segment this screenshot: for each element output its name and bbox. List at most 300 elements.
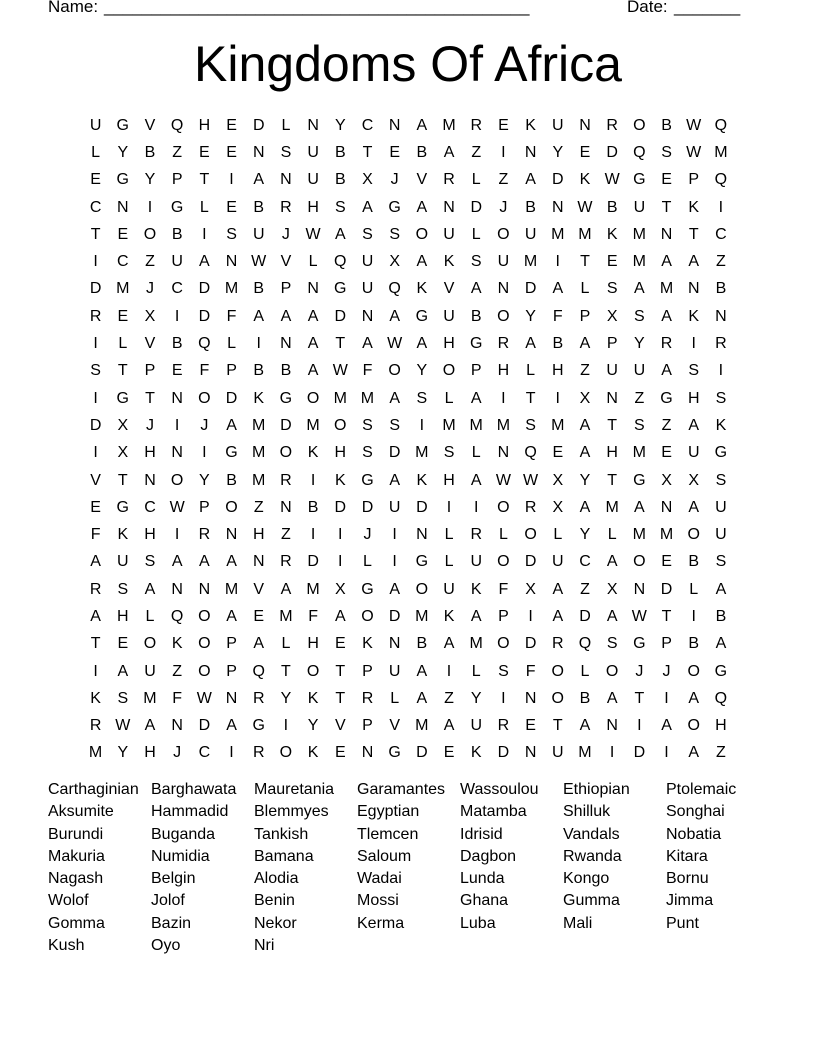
grid-letter[interactable]: D [361, 498, 374, 516]
grid-letter[interactable]: A [688, 416, 700, 434]
grid-letter[interactable]: X [117, 444, 129, 462]
grid-letter[interactable]: C [144, 498, 156, 516]
grid-letter[interactable]: B [253, 198, 265, 216]
grid-letter[interactable]: D [416, 744, 428, 762]
grid-letter[interactable]: R [361, 689, 374, 707]
grid-letter[interactable]: E [171, 362, 183, 380]
grid-letter[interactable]: Z [471, 143, 482, 161]
grid-letter[interactable]: T [281, 662, 291, 680]
grid-letter[interactable]: Z [172, 662, 183, 680]
grid-letter[interactable]: I [174, 307, 180, 325]
grid-letter[interactable]: H [443, 335, 455, 353]
grid-letter[interactable]: W [115, 717, 131, 735]
grid-letter[interactable]: D [198, 280, 211, 298]
grid-letter[interactable]: A [226, 553, 237, 571]
grid-letter[interactable]: G [170, 198, 184, 216]
grid-letter[interactable]: Z [580, 362, 590, 380]
grid-letter[interactable]: B [525, 198, 536, 216]
grid-letter[interactable]: B [307, 498, 319, 516]
grid-letter[interactable]: T [335, 662, 346, 680]
grid-letter[interactable]: E [226, 116, 237, 134]
grid-letter[interactable]: U [552, 744, 564, 762]
grid-letter[interactable]: S [443, 444, 455, 462]
grid-letter[interactable]: O [361, 607, 374, 625]
grid-letter[interactable]: Y [117, 143, 129, 161]
grid-letter[interactable]: E [117, 635, 129, 653]
grid-letter[interactable]: L [689, 580, 699, 598]
grid-letter[interactable]: H [117, 607, 129, 625]
grid-letter[interactable]: A [416, 662, 428, 680]
grid-letter[interactable]: Q [633, 143, 646, 161]
grid-letter[interactable]: G [388, 198, 401, 216]
grid-letter[interactable]: Q [252, 662, 265, 680]
grid-letter[interactable]: S [634, 307, 645, 325]
grid-letter[interactable]: U [687, 444, 700, 462]
grid-letter[interactable]: B [144, 143, 156, 161]
grid-letter[interactable]: N [280, 171, 292, 189]
grid-letter[interactable]: D [633, 744, 646, 762]
grid-letter[interactable]: O [415, 580, 429, 598]
grid-letter[interactable]: A [579, 416, 591, 434]
grid-letter[interactable]: L [390, 689, 400, 707]
grid-letter[interactable]: B [470, 307, 482, 325]
grid-letter[interactable]: T [580, 253, 590, 271]
grid-letter[interactable]: A [90, 607, 101, 625]
grid-letter[interactable]: A [470, 389, 482, 407]
grid-letter[interactable]: A [443, 717, 455, 735]
grid-letter[interactable]: N [660, 498, 673, 516]
grid-letter[interactable]: O [497, 498, 510, 516]
grid-letter[interactable]: G [361, 471, 374, 489]
grid-letter[interactable]: F [172, 689, 183, 707]
grid-letter[interactable]: P [144, 362, 156, 380]
grid-letter[interactable]: A [715, 635, 727, 653]
grid-letter[interactable]: I [202, 225, 207, 243]
grid-letter[interactable]: A [171, 553, 183, 571]
grid-letter[interactable]: I [93, 335, 98, 353]
grid-letter[interactable]: N [416, 526, 428, 544]
grid-letter[interactable]: P [688, 171, 700, 189]
grid-letter[interactable]: N [388, 635, 401, 653]
grid-letter[interactable]: W [332, 362, 348, 380]
grid-letter[interactable]: O [497, 635, 510, 653]
grid-letter[interactable]: W [604, 171, 620, 189]
grid-letter[interactable]: A [416, 689, 428, 707]
grid-letter[interactable]: I [555, 253, 560, 271]
grid-letter[interactable]: T [199, 171, 210, 189]
grid-letter[interactable]: H [144, 744, 156, 762]
grid-letter[interactable]: D [334, 498, 347, 516]
grid-letter[interactable]: X [579, 389, 591, 407]
grid-letter[interactable]: M [659, 526, 674, 544]
grid-letter[interactable]: N [225, 526, 238, 544]
grid-letter[interactable]: L [607, 526, 617, 544]
grid-letter[interactable]: A [307, 335, 319, 353]
grid-letter[interactable]: C [715, 225, 727, 243]
grid-letter[interactable]: L [444, 389, 454, 407]
grid-letter[interactable]: N [280, 498, 292, 516]
grid-letter[interactable]: X [661, 471, 672, 489]
grid-letter[interactable]: A [307, 307, 319, 325]
grid-letter[interactable]: Y [334, 116, 346, 134]
grid-letter[interactable]: G [660, 389, 673, 407]
grid-letter[interactable]: K [470, 744, 482, 762]
grid-letter[interactable]: G [334, 280, 347, 298]
grid-letter[interactable]: T [362, 143, 373, 161]
grid-letter[interactable]: J [200, 416, 209, 434]
grid-letter[interactable]: P [226, 635, 237, 653]
grid-letter[interactable]: M [415, 717, 429, 735]
grid-letter[interactable]: G [252, 717, 265, 735]
grid-letter[interactable]: A [199, 553, 210, 571]
grid-letter[interactable]: S [144, 553, 156, 571]
grid-letter[interactable]: J [390, 171, 399, 189]
grid-letter[interactable]: O [442, 362, 456, 380]
grid-letter[interactable]: O [306, 662, 320, 680]
grid-letter[interactable]: O [687, 717, 700, 735]
grid-letter[interactable]: S [389, 416, 400, 434]
grid-letter[interactable]: J [173, 744, 182, 762]
grid-letter[interactable]: U [361, 253, 374, 271]
grid-letter[interactable]: A [334, 607, 346, 625]
grid-letter[interactable]: M [442, 116, 456, 134]
grid-letter[interactable]: L [145, 607, 155, 625]
grid-letter[interactable]: B [416, 143, 428, 161]
grid-letter[interactable]: F [525, 662, 536, 680]
grid-letter[interactable]: C [117, 253, 129, 271]
grid-letter[interactable]: G [279, 389, 293, 407]
grid-letter[interactable]: Y [634, 335, 645, 353]
grid-letter[interactable]: S [715, 471, 727, 489]
grid-letter[interactable]: I [609, 744, 615, 762]
grid-letter[interactable]: R [89, 580, 102, 598]
grid-letter[interactable]: G [415, 307, 429, 325]
grid-letter[interactable]: R [252, 689, 265, 707]
grid-letter[interactable]: I [93, 662, 98, 680]
grid-letter[interactable]: D [524, 280, 537, 298]
grid-letter[interactable]: H [307, 635, 319, 653]
grid-letter[interactable]: I [718, 362, 724, 380]
grid-letter[interactable]: K [171, 635, 183, 653]
grid-letter[interactable]: I [310, 471, 316, 489]
grid-letter[interactable]: G [116, 389, 129, 407]
grid-letter[interactable]: X [606, 580, 618, 598]
grid-letter[interactable]: P [579, 307, 591, 325]
grid-letter[interactable]: I [229, 171, 234, 189]
grid-letter[interactable]: I [446, 662, 452, 680]
grid-letter[interactable]: T [634, 689, 645, 707]
grid-letter[interactable]: I [501, 143, 506, 161]
grid-letter[interactable]: M [415, 607, 429, 625]
grid-letter[interactable]: A [552, 580, 564, 598]
grid-letter[interactable]: H [198, 116, 211, 134]
grid-letter[interactable]: N [687, 280, 700, 298]
grid-letter[interactable]: R [89, 307, 102, 325]
grid-letter[interactable]: K [688, 307, 700, 325]
grid-letter[interactable]: D [89, 416, 102, 434]
grid-letter[interactable]: O [306, 389, 320, 407]
grid-letter[interactable]: N [388, 116, 401, 134]
grid-letter[interactable]: N [225, 689, 238, 707]
grid-letter[interactable]: E [606, 253, 618, 271]
grid-letter[interactable]: A [280, 580, 292, 598]
grid-letter[interactable]: L [471, 225, 481, 243]
grid-letter[interactable]: C [579, 553, 591, 571]
grid-letter[interactable]: L [471, 171, 481, 189]
grid-letter[interactable]: G [714, 444, 728, 462]
grid-letter[interactable]: E [117, 307, 129, 325]
grid-letter[interactable]: A [362, 335, 373, 353]
grid-letter[interactable]: I [174, 526, 180, 544]
grid-letter[interactable]: B [715, 280, 727, 298]
grid-letter[interactable]: M [605, 498, 619, 516]
grid-letter[interactable]: T [90, 635, 101, 653]
grid-letter[interactable]: P [199, 498, 210, 516]
grid-letter[interactable]: A [634, 280, 645, 298]
grid-letter[interactable]: Q [198, 335, 211, 353]
grid-letter[interactable]: G [388, 744, 401, 762]
grid-letter[interactable]: L [363, 553, 372, 571]
grid-letter[interactable]: P [171, 171, 183, 189]
grid-letter[interactable]: U [715, 526, 727, 544]
grid-letter[interactable]: B [226, 471, 237, 489]
grid-letter[interactable]: X [606, 307, 618, 325]
grid-letter[interactable]: I [310, 526, 316, 544]
grid-letter[interactable]: I [473, 498, 479, 516]
grid-letter[interactable]: E [334, 744, 346, 762]
grid-letter[interactable]: K [416, 471, 428, 489]
grid-letter[interactable]: N [361, 744, 374, 762]
grid-letter[interactable]: I [528, 607, 533, 625]
grid-letter[interactable]: Y [117, 744, 129, 762]
grid-letter[interactable]: M [632, 526, 646, 544]
grid-letter[interactable]: A [226, 416, 237, 434]
grid-letter[interactable]: X [334, 580, 346, 598]
grid-letter[interactable]: U [388, 498, 401, 516]
grid-letter[interactable]: R [89, 717, 102, 735]
grid-letter[interactable]: I [338, 526, 343, 544]
grid-letter[interactable]: K [688, 198, 700, 216]
grid-letter[interactable]: N [497, 280, 510, 298]
grid-letter[interactable]: U [117, 553, 129, 571]
grid-letter[interactable]: M [659, 280, 674, 298]
grid-letter[interactable]: I [718, 198, 724, 216]
grid-letter[interactable]: X [144, 307, 156, 325]
grid-letter[interactable]: U [524, 225, 537, 243]
grid-letter[interactable]: I [446, 498, 452, 516]
grid-letter[interactable]: U [388, 662, 401, 680]
grid-letter[interactable]: O [279, 744, 293, 762]
grid-letter[interactable]: L [91, 143, 101, 161]
grid-letter[interactable]: S [715, 389, 727, 407]
grid-letter[interactable]: A [226, 717, 237, 735]
grid-letter[interactable]: N [307, 116, 319, 134]
grid-letter[interactable]: O [170, 471, 184, 489]
grid-letter[interactable]: I [229, 744, 234, 762]
grid-letter[interactable]: D [280, 416, 292, 434]
grid-letter[interactable]: A [579, 444, 591, 462]
date-field[interactable]: _______ [674, 0, 741, 16]
grid-letter[interactable]: V [416, 171, 428, 189]
grid-letter[interactable]: L [118, 335, 128, 353]
grid-letter[interactable]: Z [172, 143, 183, 161]
grid-letter[interactable]: N [361, 307, 374, 325]
grid-letter[interactable]: U [552, 116, 564, 134]
grid-letter[interactable]: L [227, 335, 236, 353]
grid-letter[interactable]: U [307, 171, 319, 189]
grid-letter[interactable]: R [497, 717, 510, 735]
grid-letter[interactable]: B [606, 198, 618, 216]
grid-letter[interactable]: O [198, 635, 211, 653]
grid-letter[interactable]: N [171, 389, 183, 407]
grid-letter[interactable]: Y [280, 689, 292, 707]
grid-letter[interactable]: K [443, 253, 455, 271]
grid-letter[interactable]: A [253, 171, 265, 189]
grid-letter[interactable]: B [579, 689, 591, 707]
grid-letter[interactable]: A [253, 307, 265, 325]
grid-letter[interactable]: V [443, 280, 455, 298]
grid-letter[interactable]: N [552, 198, 564, 216]
grid-letter[interactable]: E [661, 444, 672, 462]
grid-letter[interactable]: J [281, 225, 290, 243]
grid-letter[interactable]: A [443, 143, 455, 161]
grid-letter[interactable]: W [686, 116, 702, 134]
grid-letter[interactable]: N [171, 444, 183, 462]
grid-letter[interactable]: Z [634, 389, 645, 407]
grid-letter[interactable]: E [661, 171, 672, 189]
grid-letter[interactable]: D [307, 553, 319, 571]
grid-letter[interactable]: V [144, 116, 156, 134]
grid-letter[interactable]: N [606, 717, 618, 735]
grid-letter[interactable]: R [280, 553, 292, 571]
grid-letter[interactable]: U [497, 253, 510, 271]
grid-letter[interactable]: I [338, 553, 343, 571]
grid-letter[interactable]: A [307, 362, 319, 380]
grid-letter[interactable]: M [523, 253, 538, 271]
grid-letter[interactable]: M [333, 389, 347, 407]
grid-letter[interactable]: M [252, 471, 266, 489]
grid-letter[interactable]: N [606, 389, 618, 407]
grid-letter[interactable]: M [551, 225, 565, 243]
grid-letter[interactable]: N [579, 116, 591, 134]
grid-letter[interactable]: A [470, 280, 482, 298]
grid-letter[interactable]: E [525, 717, 536, 735]
grid-letter[interactable]: Y [579, 471, 591, 489]
grid-letter[interactable]: L [498, 526, 508, 544]
grid-letter[interactable]: I [392, 553, 397, 571]
grid-letter[interactable]: L [281, 116, 291, 134]
grid-letter[interactable]: A [389, 471, 400, 489]
grid-letter[interactable]: A [688, 498, 700, 516]
grid-letter[interactable]: A [199, 253, 210, 271]
grid-letter[interactable]: B [253, 280, 265, 298]
grid-letter[interactable]: K [606, 225, 618, 243]
grid-letter[interactable]: A [661, 307, 672, 325]
grid-letter[interactable]: R [715, 335, 727, 353]
grid-letter[interactable]: A [634, 498, 645, 516]
grid-letter[interactable]: Q [524, 444, 537, 462]
grid-letter[interactable]: A [253, 635, 265, 653]
grid-letter[interactable]: U [443, 307, 455, 325]
grid-letter[interactable]: Q [334, 253, 347, 271]
grid-letter[interactable]: A [389, 580, 400, 598]
grid-letter[interactable]: K [525, 116, 536, 134]
grid-letter[interactable]: Q [388, 280, 401, 298]
grid-letter[interactable]: O [198, 607, 211, 625]
grid-letter[interactable]: C [361, 116, 374, 134]
grid-letter[interactable]: N [715, 307, 727, 325]
grid-letter[interactable]: M [224, 580, 239, 598]
grid-letter[interactable]: D [416, 498, 428, 516]
grid-letter[interactable]: R [524, 498, 537, 516]
grid-letter[interactable]: A [416, 253, 428, 271]
grid-letter[interactable]: N [171, 717, 183, 735]
grid-letter[interactable]: R [497, 335, 510, 353]
grid-letter[interactable]: D [470, 198, 482, 216]
grid-letter[interactable]: H [715, 717, 727, 735]
grid-letter[interactable]: U [171, 253, 183, 271]
grid-letter[interactable]: M [143, 689, 157, 707]
grid-letter[interactable]: G [116, 498, 129, 516]
grid-letter[interactable]: A [416, 198, 428, 216]
grid-letter[interactable]: I [691, 335, 696, 353]
grid-letter[interactable]: O [633, 116, 646, 134]
grid-letter[interactable]: O [143, 225, 157, 243]
grid-letter[interactable]: G [415, 553, 429, 571]
grid-letter[interactable]: O [524, 526, 537, 544]
grid-letter[interactable]: K [443, 607, 455, 625]
grid-letter[interactable]: L [471, 662, 481, 680]
grid-letter[interactable]: A [579, 498, 591, 516]
grid-letter[interactable]: W [169, 498, 185, 516]
grid-letter[interactable]: T [661, 607, 672, 625]
grid-letter[interactable]: U [470, 553, 482, 571]
grid-letter[interactable]: F [498, 580, 509, 598]
grid-letter[interactable]: K [715, 416, 727, 434]
grid-letter[interactable]: J [145, 280, 154, 298]
grid-letter[interactable]: K [90, 689, 101, 707]
grid-letter[interactable]: J [635, 662, 644, 680]
grid-letter[interactable]: C [198, 744, 211, 762]
grid-letter[interactable]: L [199, 198, 209, 216]
grid-letter[interactable]: P [362, 662, 373, 680]
grid-letter[interactable]: F [552, 307, 563, 325]
grid-letter[interactable]: V [389, 717, 400, 735]
grid-letter[interactable]: W [387, 335, 403, 353]
grid-letter[interactable]: I [174, 416, 180, 434]
grid-letter[interactable]: M [88, 744, 103, 762]
grid-letter[interactable]: I [283, 717, 289, 735]
grid-letter[interactable]: M [306, 580, 320, 598]
grid-letter[interactable]: D [334, 307, 347, 325]
grid-letter[interactable]: V [280, 253, 292, 271]
grid-letter[interactable]: D [524, 635, 537, 653]
grid-letter[interactable]: K [117, 526, 129, 544]
grid-letter[interactable]: Q [170, 116, 184, 134]
grid-letter[interactable]: F [199, 362, 210, 380]
grid-letter[interactable]: W [251, 253, 267, 271]
grid-letter[interactable]: E [117, 225, 129, 243]
grid-letter[interactable]: E [443, 744, 455, 762]
grid-letter[interactable]: Z [281, 526, 291, 544]
grid-letter[interactable]: X [117, 416, 129, 434]
grid-letter[interactable]: I [501, 689, 506, 707]
grid-letter[interactable]: G [225, 444, 238, 462]
grid-letter[interactable]: P [661, 635, 672, 653]
grid-letter[interactable]: A [661, 717, 672, 735]
grid-letter[interactable]: R [660, 335, 673, 353]
grid-letter[interactable]: K [362, 635, 373, 653]
